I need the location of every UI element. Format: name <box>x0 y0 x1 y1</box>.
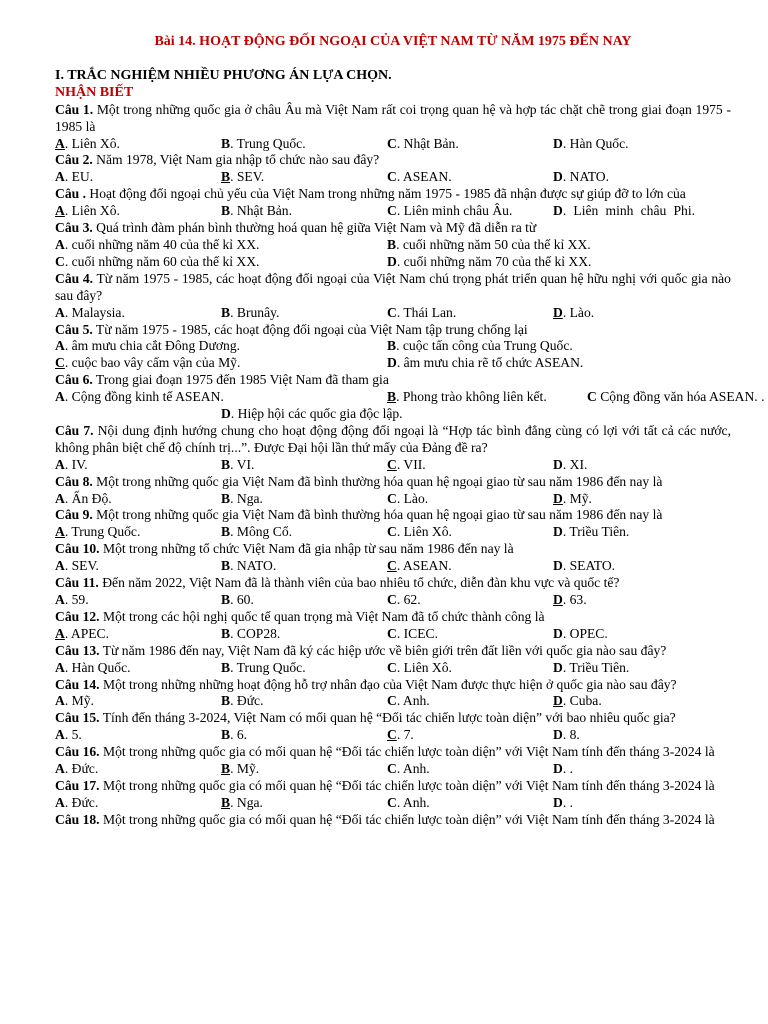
option-d[interactable]: D. Mỹ. <box>553 490 592 506</box>
question-1 <box>55 102 731 136</box>
options-row <box>55 626 731 643</box>
question-number: Câu 17. <box>55 777 100 793</box>
options-row <box>55 355 731 372</box>
question-number: Câu . <box>55 186 86 202</box>
option-c[interactable]: C. Anh. <box>387 693 430 709</box>
option-c[interactable]: C. ASEAN. <box>387 558 452 574</box>
option-b[interactable]: B. COP28. <box>221 625 281 641</box>
question-text: Đến năm 2022, Việt Nam đã là thành viên của bao nhiêu tổ chức, diễn đàn khu vực và quốc tế? <box>98 575 620 591</box>
question-number: Câu 5. <box>55 321 93 337</box>
option-b[interactable]: B. SEV. <box>221 169 265 185</box>
options-row <box>55 254 731 271</box>
options-row <box>55 491 731 508</box>
option-d[interactable]: D. OPEC. <box>553 625 608 641</box>
options-row <box>55 136 731 153</box>
option-c[interactable]: C. cuộc bao vây cấm vận của Mỹ. <box>55 355 241 371</box>
option-c[interactable]: C. Anh. <box>387 794 430 810</box>
options-row <box>55 761 731 778</box>
question-number: Câu 12. <box>55 608 100 624</box>
option-a[interactable]: A. SEV. <box>55 558 99 574</box>
question-text: Từ năm 1975 - 1985, các hoạt động đối ngoại của Việt Nam chú trọng phát triển quan hệ hữu nghị với quốc gia nào sau đây? <box>55 270 731 303</box>
options-row <box>55 169 731 186</box>
question-text: Từ năm 1986 đến nay, Việt Nam đã ký các hiệp ước về biên giới trên đất liền với quốc gia nào sau đây? <box>99 642 667 658</box>
question-text: Quá trình đàm phán bình thường hoá quan hệ giữa Việt Nam và Mỹ đã diễn ra từ <box>92 220 537 236</box>
option-c[interactable]: C. Liên Xô. <box>387 524 452 540</box>
option-d[interactable]: D. XI. <box>553 456 588 472</box>
question-15 <box>55 710 731 727</box>
option-d[interactable]: D. Hàn Quốc. <box>553 135 629 151</box>
option-a[interactable]: A. Đức. <box>55 794 99 810</box>
option-d[interactable]: D. âm mưu chia rẽ tổ chức ASEAN. <box>387 355 584 371</box>
question-text: Trong giai đoạn 1975 đến 1985 Việt Nam đã tham gia <box>92 372 389 388</box>
option-a[interactable]: A. Liên Xô. <box>55 135 120 151</box>
question-text: Một trong những quốc gia có mối quan hệ “Đối tác chiến lược toàn diện” với Việt Nam tính đến tháng 3-2024 là <box>99 777 715 793</box>
question-number: Câu 18. <box>55 811 100 827</box>
question-14 <box>55 677 731 694</box>
question-9 <box>55 507 731 524</box>
question-13 <box>55 643 731 660</box>
option-a[interactable]: A. Ấn Độ. <box>55 490 112 506</box>
question-6 <box>55 372 731 389</box>
option-d[interactable]: D. NATO. <box>553 169 610 185</box>
question-7 <box>55 423 731 457</box>
question-text: Một trong những quốc gia có mối quan hệ “Đối tác chiến lược toàn diện” với Việt Nam tính đến tháng 3-2024 là <box>99 744 715 760</box>
options-row <box>55 457 731 474</box>
question-text: Một trong những những hoạt động hỗ trợ nhân đạo của Việt Nam được thực hiện ở quốc gia nào sau đây? <box>99 676 677 692</box>
option-a[interactable]: A. Trung Quốc. <box>55 524 141 540</box>
question-number: Câu 6. <box>55 372 93 388</box>
option-d[interactable]: D. Hiệp hội các quốc gia độc lập. <box>221 406 403 422</box>
option-b[interactable]: B. Nga. <box>221 794 263 810</box>
option-c[interactable]: C. Lào. <box>387 490 429 506</box>
question-text: Một trong những quốc gia có mối quan hệ “Đối tác chiến lược toàn diện” với Việt Nam tính đến tháng 3-2024 là <box>99 811 715 827</box>
option-a[interactable]: A. Đức. <box>55 761 99 777</box>
question-number: Câu 2. <box>55 152 93 168</box>
option-c[interactable]: C Cộng đồng văn hóa ASEAN. . <box>587 389 765 405</box>
option-b[interactable]: B. Trung Quốc. <box>221 135 306 151</box>
question-16 <box>55 744 731 761</box>
question-18 <box>55 812 731 829</box>
option-c[interactable]: C. ASEAN. <box>387 169 452 185</box>
option-a[interactable]: A. âm mưu chia cắt Đông Dương. <box>55 338 241 354</box>
option-a[interactable]: A. Cộng đồng kinh tế ASEAN. <box>55 389 224 405</box>
option-d[interactable]: D. Triều Tiên. <box>553 524 630 540</box>
question-unnumbered <box>55 186 731 203</box>
option-c[interactable]: C. Thái Lan. <box>387 304 457 320</box>
options-row <box>55 338 731 355</box>
option-b[interactable]: B. VI. <box>221 456 255 472</box>
question-text: Một trong các hội nghị quốc tế quan trọng mà Việt Nam đã tổ chức thành công là <box>99 608 545 624</box>
option-b[interactable]: B. cuối những năm 50 của thế kỉ XX. <box>387 236 591 252</box>
question-number: Câu 13. <box>55 642 100 658</box>
option-b[interactable]: B. 6. <box>221 727 248 743</box>
question-text: Một trong những quốc gia Việt Nam đã bình thường hóa quan hệ ngoại giao từ sau năm 1986 đến nay là <box>92 507 663 523</box>
question-5 <box>55 322 731 339</box>
option-b[interactable]: B. NATO. <box>221 558 277 574</box>
option-c[interactable]: C. VII. <box>387 456 426 472</box>
option-b[interactable]: B. Mông Cổ. <box>221 524 293 540</box>
options-row <box>55 237 731 254</box>
option-a[interactable]: A. Hàn Quốc. <box>55 659 131 675</box>
question-17 <box>55 778 731 795</box>
option-b[interactable]: B. 60. <box>221 592 254 607</box>
option-a[interactable]: A. EU. <box>55 169 94 185</box>
option-a[interactable]: A. Liên Xô. <box>55 203 120 219</box>
question-text: Một trong những quốc gia Việt Nam đã bình thường hóa quan hệ ngoại giao từ sau năm 1986 đến nay là <box>92 473 663 489</box>
option-a[interactable]: A. Mỹ. <box>55 693 94 709</box>
option-c[interactable]: C. Liên Xô. <box>387 659 452 675</box>
option-d[interactable]: D. 63. <box>553 592 587 607</box>
question-number: Câu 3. <box>55 220 93 236</box>
options-row <box>55 305 731 322</box>
option-c[interactable]: C. Nhật Bản. <box>387 135 459 151</box>
question-number: Câu 16. <box>55 744 100 760</box>
option-c[interactable]: C. Liên minh châu Âu. <box>387 203 513 219</box>
question-11 <box>55 575 731 592</box>
option-d[interactable]: D. Liên minh châu Phi. <box>553 203 695 219</box>
question-number: Câu 4. <box>55 270 94 286</box>
options-row <box>55 727 731 744</box>
option-c[interactable]: C. 7. <box>387 727 414 743</box>
question-text: Năm 1978, Việt Nam gia nhập tổ chức nào sau đây? <box>92 152 380 168</box>
question-number: Câu 7. <box>55 422 94 438</box>
question-number: Câu 14. <box>55 676 100 692</box>
option-d[interactable]: D. 8. <box>553 727 580 743</box>
option-d[interactable]: D. Triều Tiên. <box>553 659 630 675</box>
option-b[interactable]: B. cuộc tấn công của Trung Quốc. <box>387 338 573 354</box>
option-d[interactable]: D. Cuba. <box>553 693 602 709</box>
option-a[interactable]: A. APEC. <box>55 625 110 641</box>
option-c[interactable]: C. ICEC. <box>387 625 438 641</box>
question-number: Câu 1. <box>55 101 94 117</box>
options-row <box>55 524 731 541</box>
option-c[interactable]: C. 62. <box>387 592 421 607</box>
option-a[interactable]: A. 59. <box>55 592 89 607</box>
question-text: Hoạt động đối ngoại chủ yếu của Việt Nam trong những năm 1975 - 1985 đã nhận được sự giúp đỡ to lớn của <box>85 186 686 202</box>
level-heading: NHẬN BIẾT <box>55 84 134 100</box>
document-title: Bài 14. HOẠT ĐỘNG ĐỐI NGOẠI CỦA VIỆT NAM TỪ NĂM 1975 ĐẾN NAY <box>154 34 632 49</box>
question-number: Câu 8. <box>55 473 93 489</box>
section-heading: I. TRẮC NGHIỆM NHIỀU PHƯƠNG ÁN LỰA CHỌN. <box>55 67 392 83</box>
option-b[interactable]: B. Mỹ. <box>221 761 260 777</box>
question-10 <box>55 541 731 558</box>
options-row <box>55 389 765 406</box>
options-row <box>55 693 731 710</box>
option-a[interactable]: A. IV. <box>55 456 88 472</box>
option-c[interactable]: C. Anh. <box>387 761 430 777</box>
option-d[interactable]: D. Lào. <box>553 304 595 320</box>
option-b[interactable]: B. Nga. <box>221 490 263 506</box>
option-d[interactable] <box>55 406 221 423</box>
option-c[interactable]: C. cuối những năm 60 của thế kỉ XX. <box>55 253 260 269</box>
question-8 <box>55 474 731 491</box>
question-text: Nội dung định hướng chung cho hoạt động động đối ngoại là “Hợp tác bình đẳng cùng có lợi với tất cả các nước, không phân biệt chế độ chính trị...”. Được Đại hội lần thứ mấy của Đảng đề ra? <box>55 422 731 455</box>
options-row <box>55 203 731 220</box>
question-number: Câu 11. <box>55 575 99 591</box>
option-b[interactable]: B. Trung Quốc. <box>221 659 306 675</box>
option-b[interactable]: B. Phong trào không liên kết. <box>387 389 547 405</box>
question-12 <box>55 609 731 626</box>
options-row <box>55 795 731 812</box>
question-text: Một trong những tổ chức Việt Nam đã gia nhập từ sau năm 1986 đến nay là <box>99 541 514 557</box>
question-3 <box>55 220 731 237</box>
question-text: Từ năm 1975 - 1985, các hoạt động đối ngoại của Việt Nam tập trung chống lại <box>92 321 528 337</box>
option-b[interactable]: B. Đức. <box>221 693 264 709</box>
option-b[interactable]: B. Nhật Bản. <box>221 203 292 219</box>
option-a[interactable]: A. Malaysia. <box>55 304 125 320</box>
option-b[interactable]: B. Brunây. <box>221 304 280 320</box>
option-a[interactable]: A. 5. <box>55 727 82 743</box>
options-row <box>55 592 731 609</box>
option-d[interactable]: D. SEATO. <box>553 558 616 574</box>
options-row <box>55 558 731 575</box>
question-number: Câu 9. <box>55 507 93 523</box>
options-row <box>55 660 731 677</box>
option-d[interactable]: D. cuối những năm 70 của thế kỉ XX. <box>387 253 592 269</box>
question-text: Một trong những quốc gia ở châu Âu mà Việt Nam rất coi trọng quan hệ và hợp tác chặt chẽ trong giai đoạn 1975 - 1985 là <box>55 101 731 134</box>
options-row <box>55 406 731 423</box>
question-text: Tính đến tháng 3-2024, Việt Nam có mối quan hệ “Đối tác chiến lược toàn diện” với bao nhiêu quốc gia? <box>99 710 676 726</box>
question-number: Câu 10. <box>55 541 100 557</box>
question-4 <box>55 271 731 305</box>
option-d[interactable]: D. . <box>553 794 574 810</box>
option-a[interactable]: A. cuối những năm 40 của thế kỉ XX. <box>55 236 260 252</box>
question-number: Câu 15. <box>55 710 100 726</box>
option-d[interactable]: D. . <box>553 761 574 777</box>
question-2 <box>55 152 731 169</box>
